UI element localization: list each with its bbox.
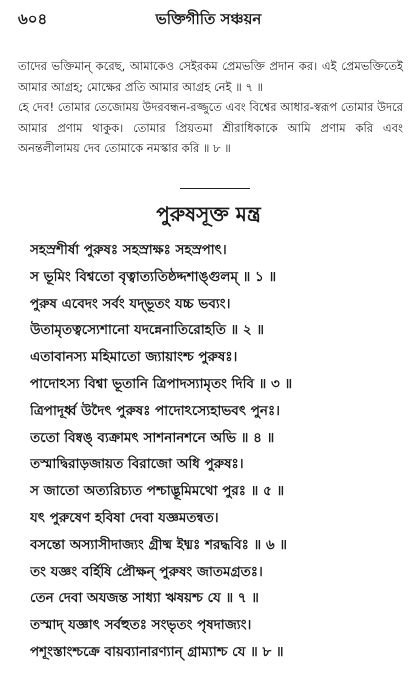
verse-line: পুরুষ এবেদং সর্বং যদ্‌ভূতং যচ্চ ভব্যং। — [30, 295, 231, 312]
verse-line: ত্রিপাদূর্ধ্ব উদৈৎ পুরুষঃ পাদোঽস্যেহাভবৎ পুনঃ। — [30, 402, 280, 419]
verse-line: স ভূমিং বিশ্বতো বৃত্বাত্যতিষ্ঠদ্দশাঙ্গুলম্ ॥ ১ ॥ — [30, 268, 277, 285]
prose-paragraph: হে দেব! তোমার তেজোময় উদরবন্ধন-রজ্জুতে এবং বিশ্বের আধার-স্বরূপ তোমার উদরে আমার প্রণাম থাকুক। তোমার প্রিয়তমা শ্রীরাধিকাকে আমি প্রণাম করি এবং অনন্তলীলাময় দেব তোমাকে নমস্কার করি ॥ ৮ ॥ — [18, 100, 403, 155]
running-title: ভক্তিগীতি সঞ্চয়ন — [155, 10, 262, 28]
verse-line: পাদোঽস্য বিশ্বা ভূতানি ত্রিপাদস্যামৃতং দিবি ॥ ৩ ॥ — [30, 375, 293, 392]
prose-paragraph: তাদের ভক্তিমান্ করেছ, আমাকেও সেইরকম প্রেমভক্তি প্রদান কর। এই প্রেমভক্তিতেই আমার আগ্রহ; মোক্ষের প্রতি আমার আগ্রহ নেই ॥ ৭ ॥ — [18, 59, 403, 94]
verse-line: তং যজ্ঞং বর্হিষি প্রৌক্ষন্ পুরুষং জাতমগ্রতঃ। — [30, 563, 263, 580]
page-number: ৬০৪ — [18, 10, 48, 28]
page-header — [18, 8, 399, 32]
verse-line: এতাবানস্য মহিমাতো জ্যায়াংশ্চ পুরুষঃ। — [30, 349, 238, 366]
section-divider — [180, 188, 250, 189]
verse-line: তেন দেবা অযজন্ত সাধ্যা ঋষয়শ্চ যে ॥ ৭ ॥ — [30, 590, 259, 607]
verse-list — [30, 237, 407, 666]
verse-line: যৎ পুরুষেণ হবিষা দেবা যজ্ঞমতন্বত। — [30, 509, 219, 526]
verse-line: বসন্তো অস্যাসীদাজ্যং গ্রীষ্ম ইধ্মঃ শরদ্ধবিঃ ॥ ৬ ॥ — [30, 536, 288, 553]
verse-line: পশূংস্তাংশ্চক্রে বায়ব্যানারণ্যান্ গ্রাম্যাশ্চ যে ॥ ৮ ॥ — [30, 643, 284, 660]
prose-block — [18, 56, 403, 159]
verse-line: উতামৃতত্বস্যেশানো যদন্নেনাতিরোহতি ॥ ২ ॥ — [30, 322, 265, 339]
verse-line: তস্মাদ্বিরাড়জায়ত বিরাজো অধি পুরুষঃ। — [30, 456, 244, 473]
verse-line: তস্মাদ্ যজ্ঞাৎ সর্বহুতঃ সংভৃতং পৃষদাজ্যং। — [30, 617, 252, 634]
verse-line: ততো বিষ্বঙ্ ব্যক্রামৎ সাশনানশনে অভি ॥ ৪ ॥ — [30, 429, 275, 446]
verse-line: সহস্রশীর্ষা পুরুষঃ সহস্রাক্ষঃ সহস্রপাৎ। — [30, 242, 227, 258]
verse-line: স জাতো অত্যরিচ্যত পশ্চাদ্ভূমিমথো পুরঃ ॥ ৫ ॥ — [30, 483, 285, 500]
section-title: পুরুষসূক্ত মন্ত্র — [156, 202, 261, 226]
